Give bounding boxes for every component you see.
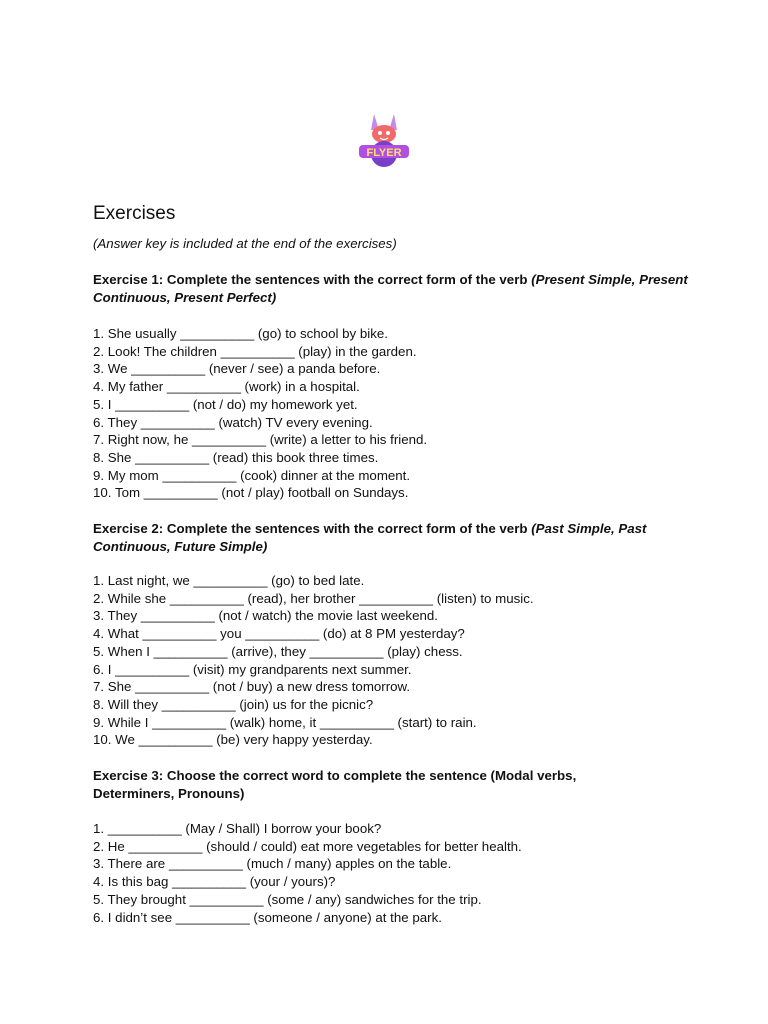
list-item: 10. Tom __________ (not / play) football on Sundays. — [93, 485, 409, 501]
exercise-3-list — [93, 820, 522, 926]
page-title: Exercises — [93, 203, 176, 224]
list-item: 4. What __________ you __________ (do) at 8 PM yesterday? — [93, 626, 465, 642]
exercise-1-title: Exercise 1: Complete the sentences with the correct form of the verb (Present Simple, Present Continuous, Present Perfect) — [93, 272, 688, 305]
list-item: 9. My mom __________ (cook) dinner at the moment. — [93, 467, 411, 483]
exercise-3-title: Exercise 3: Choose the correct word to complete the sentence (Modal verbs, Determiners, Pronouns) — [93, 768, 577, 801]
list-item: 6. I didn’t see __________ (someone / anyone) at the park. — [93, 909, 442, 925]
list-item: 5. They brought __________ (some / any) sandwiches for the trip. — [93, 891, 482, 907]
list-item: 10. We __________ (be) very happy yesterday. — [93, 732, 373, 748]
list-item: 5. I __________ (not / do) my homework yet. — [93, 396, 358, 412]
exercise-2-title: Exercise 2: Complete the sentences with the correct form of the verb (Past Simple, Past Continuous, Future Simple) — [93, 521, 647, 554]
list-item: 3. There are __________ (much / many) apples on the table. — [93, 856, 452, 872]
list-item: 6. They __________ (watch) TV every evening. — [93, 414, 373, 430]
list-item: 6. I __________ (visit) my grandparents next summer. — [93, 661, 412, 677]
list-item: 8. Will they __________ (join) us for the picnic? — [93, 696, 374, 712]
exercise-1-tenses: (Present Simple, Present Continuous, Present Perfect) — [93, 272, 688, 305]
list-item: 3. They __________ (not / watch) the movie last weekend. — [93, 608, 438, 624]
list-item: 7. Right now, he __________ (write) a letter to his friend. — [93, 432, 428, 448]
list-item: 2. He __________ (should / could) eat more vegetables for better health. — [93, 838, 522, 854]
exercise-1-list — [93, 325, 427, 502]
svg-text:FLYER: FLYER — [366, 147, 402, 159]
exercise-2-tenses: (Past Simple, Past Continuous, Future Simple) — [93, 521, 647, 554]
list-item: 2. While she __________ (read), her brother __________ (listen) to music. — [93, 590, 534, 606]
list-item: 1. __________ (May / Shall) I borrow your book? — [93, 821, 382, 836]
list-item: 1. Last night, we __________ (go) to bed late. — [93, 573, 365, 588]
exercise-2-list — [93, 572, 534, 749]
list-item: 3. We __________ (never / see) a panda before. — [93, 361, 381, 377]
list-item: 7. She __________ (not / buy) a new dress tomorrow. — [93, 679, 411, 695]
list-item: 9. While I __________ (walk) home, it __________ (start) to rain. — [93, 714, 477, 730]
list-item: 1. She usually __________ (go) to school by bike. — [93, 326, 388, 341]
list-item: 5. When I __________ (arrive), they __________ (play) chess. — [93, 643, 463, 659]
list-item: 4. Is this bag __________ (your / yours)? — [93, 874, 336, 890]
flyer-logo — [354, 110, 414, 172]
list-item: 4. My father __________ (work) in a hospital. — [93, 379, 360, 395]
bunny-mascot-icon — [354, 110, 414, 172]
answer-key-note: (Answer key is included at the end of the exercises) — [93, 236, 397, 251]
list-item: 2. Look! The children __________ (play) in the garden. — [93, 343, 417, 359]
list-item: 8. She __________ (read) this book three times. — [93, 449, 379, 465]
